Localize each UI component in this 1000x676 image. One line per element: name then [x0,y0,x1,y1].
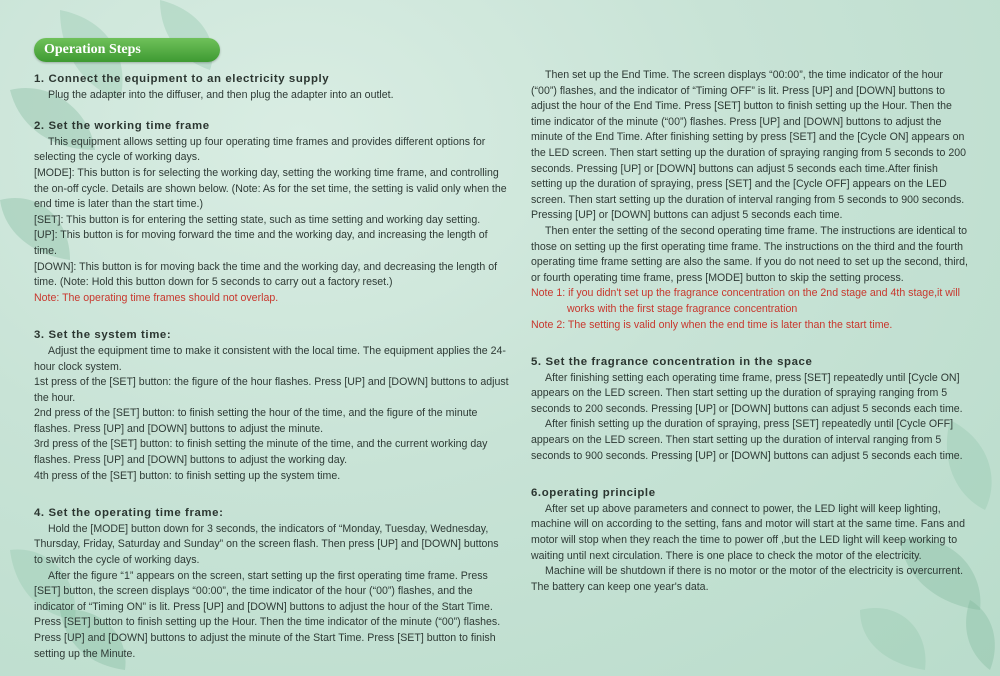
mode-button-description: [MODE]: This button is for selecting the working day, setting the working time frame, and controlling the on-off cycle. Details are shown below. (Note: As for the set time, the setting is valid only when the end time is later than the start time.) [34,166,507,211]
section-3-intro: Adjust the equipment time to make it consistent with the local time. The equipment applies the 24-hour clock system. [34,344,506,373]
note-2: Note 2: The setting is valid only when the end time is later than the start time. [531,318,893,331]
section-4-paragraph-1: Hold the [MODE] button down for 3 seconds, the indicators of “Monday, Tuesday, Wednesday, Thursday, Friday, Saturday and Sunday” on the screen flash. Then press [UP] and [DOWN] buttons to switch the cycle of working days. [34,522,499,567]
section-3-step-4: 4th press of the [SET] button: to finish setting up the system time. [34,469,341,482]
section-2-title: 2. Set the working time frame [34,120,210,133]
section-4-paragraph-2: After the figure “1” appears on the screen, start setting up the first operating time frame. Press [SET] button, the screen displays “00:00”, the time indicator of the hour (“00”) flashes, and the indicator of “Timing ON” is lit. Press [UP] and [DOWN] buttons to adjust the hour of the Start Time. Press [SET] button to finish setting up the Hour. Then the time indicator of the minute (“00”) flashes. Press [UP] and [DOWN] buttons to adjust the minute of the Start Time. Press [SET] button to finish setting up the Minute. [34,569,501,660]
section-4-title: 4. Set the operating time frame: [34,507,224,520]
section-6-paragraph-2: Machine will be shutdown if there is no motor or the motor of the electricity is overcurrent. [545,565,964,578]
section-6-paragraph-3: The battery can keep one year's data. [531,580,709,593]
down-button-description: [DOWN]: This button is for moving back the time and the working day, and decreasing the length of time. (Note: Hold this button down for 5 seconds to carry out a factory reset.) [34,260,498,289]
section-5-paragraph-1: After finishing setting each operating time frame, press [SET] repeatedly until [Cycle ON] appears on the LED screen. Then start setting up the duration of spraying ranging from 5 seconds to 200 seconds. Pressing [UP] or [DOWN] buttons can adjust 5 seconds each time. [531,371,963,415]
set-button-description: [SET]: This button is for entering the setting state, such as time setting and working day setting. [34,213,481,226]
section-5-paragraph-2: After finish setting up the duration of spraying, press [SET] repeatedly until [Cycle OFF] appears on the LED screen. Then start setting up the duration of interval ranging from 5 seconds to 900 seconds. Pressing [UP] or [DOWN] buttons can adjust 5 seconds each time. [531,418,963,462]
section-2-intro: This equipment allows setting up four operating time frames and provides different options for selecting the cycle of working days. [34,135,486,164]
section-header-operation-steps: Operation Steps [34,38,220,62]
section-5-title: 5. Set the fragrance concentration in the space [531,356,813,369]
section-6-paragraph-1: After set up above parameters and connect to power, the LED light will keep lighting, machine will on according to the setting, fans and motor will start at the same time. Fans and motor will stop when they reach the time to power off ,but the LED light will keep working to waiting until next circulation. There is one place to check the motor of the electricity. [531,502,965,562]
note-1: Note 1: if you didn't set up the fragrance concentration on the 2nd stage and 4th stage,it will [531,287,960,300]
second-time-frame-paragraph: Then enter the setting of the second operating time frame. The instructions are identical to those on setting up the first operating time frame. The instructions on the third and the fourth operating time frame setting are also the same. If you do not need to set up the second, third, or fourth operating time frame, press [MODE] button to skip the setting process. [531,224,968,284]
section-2-note: Note: The operating time frames should not overlap. [34,291,279,304]
up-button-description: [UP]: This button is for moving forward the time and the working day, and increasing the length of time. [34,229,488,257]
section-6-title: 6.operating principle [531,487,656,500]
right-column [531,68,971,595]
section-3-step-1: 1st press of the [SET] button: the figure of the hour flashes. Press [UP] and [DOWN] buttons to adjust the hour. [34,376,509,404]
left-column [34,68,509,662]
section-3-step-2: 2nd press of the [SET] button: to finish setting the hour of the time, and the figure of the minute flashes. Press [UP] and [DOWN] buttons to adjust the minute. [34,407,478,435]
section-3-title: 3. Set the system time: [34,329,172,342]
note-1-continued: works with the first stage fragrance concentration [567,302,798,315]
section-1-text: Plug the adapter into the diffuser, and then plug the adapter into an outlet. [48,88,394,101]
section-3-step-3: 3rd press of the [SET] button: to finish setting the minute of the time, and the current working day flashes. Press [UP] and [DOWN] buttons to adjust the working day. [34,438,488,467]
end-time-paragraph: Then set up the End Time. The screen displays “00:00”, the time indicator of the hour (“00”) flashes, and the indicator of “Timing OFF” is lit. Press [UP] and [DOWN] buttons to adjust the hour of the End Time. Press [SET] button to finish setting up the Hour. Then the time indicator of the minute (“00”) flashes. Press [UP] and [DOWN] buttons to adjust the minute of the End Time. After finishing setting by press [SET] and the [Cycle ON] appears on the LED screen. Then start setting up the duration of spraying ranging from 5 seconds to 200 seconds. Pressing [UP] or [DOWN] buttons can adjust 5 seconds each time.After finish setting up the duration of spraying, press [SET] and the [Cycle OFF] appears on the LED screen. Then start setting up the duration of interval ranging from 5 seconds to 900 seconds. Pressing [UP] or [DOWN] buttons can adjust 5 seconds each time. [531,69,966,222]
section-1-title: 1. Connect the equipment to an electricity supply [34,73,330,85]
